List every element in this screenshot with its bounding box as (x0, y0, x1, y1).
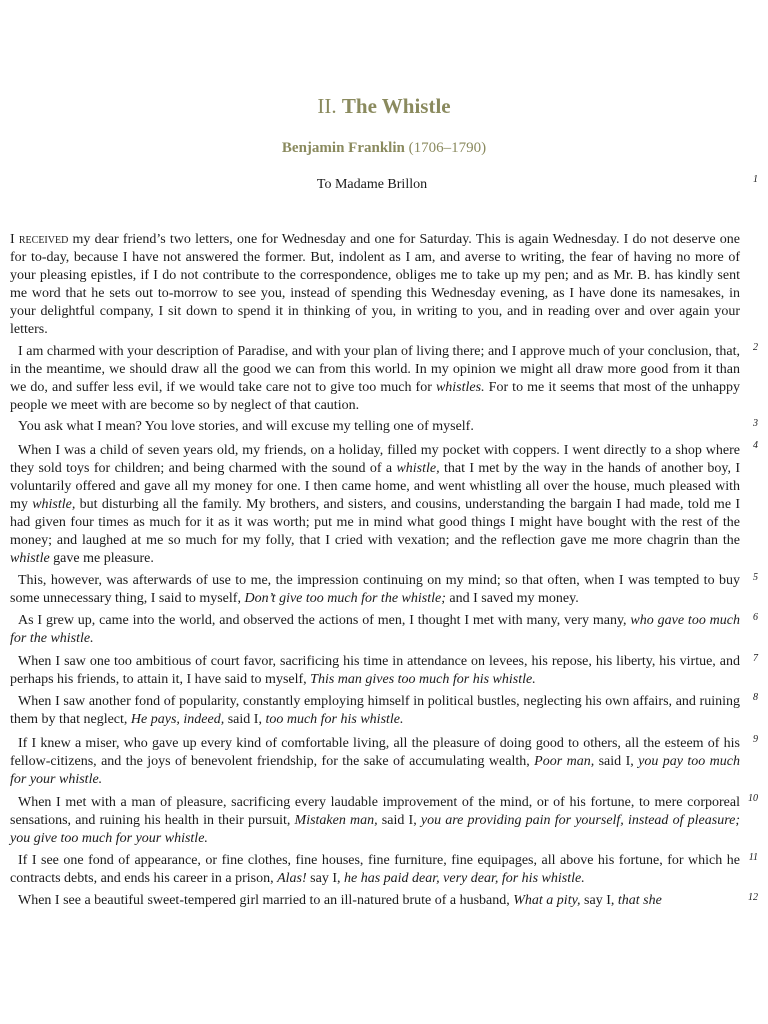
text-run: said I, (377, 813, 421, 828)
author-line (0, 140, 768, 157)
author-years: (1706–1790) (408, 140, 487, 156)
text-run: As I grew up, came into the world, and observed the actions of men, I thought I met with many, very many, (18, 613, 631, 628)
paragraph (10, 693, 740, 729)
text-run: You ask what I mean? You love stories, and will excuse my telling one of myself. (18, 419, 474, 434)
paragraph-number: 5 (753, 572, 758, 583)
paragraph (10, 231, 740, 339)
paragraph-number: 10 (748, 793, 758, 804)
paragraph-number: 2 (753, 342, 758, 353)
title-name: The Whistle (341, 94, 451, 118)
paragraph-number: 12 (748, 892, 758, 903)
italic-text: too much for his whistle. (265, 712, 404, 727)
italic-text: whistle, (32, 497, 76, 512)
paragraph (10, 735, 740, 789)
text-run: said I, (224, 712, 266, 727)
text-run: I am charmed with your description of Paradise, and with your plan of living there; and I approve much of your conclusion, that, in the meantime, we should draw all the good we can from this world. In my opinion we might all draw more good from it than we do, and suffer less evil, if we would take care not to give too much for (10, 344, 740, 395)
text-run: When I met with a man of pleasure, sacrificing every laudable improvement of the mind, or of his fortune, to mere corporeal sensations, and ruining his health in their pursuit, (10, 795, 740, 828)
text-run: but disturbing all the family. My brothers, and sisters, and cousins, understanding the bargain I had made, told me I had given four times as much for it as it was worth; put me in mind what good things I might have bought with the rest of the money; and laughed at me so much for my folly, that I cried with vexation; and the reflection gave me more chagrin than the (10, 497, 741, 548)
italic-text: This man gives too much for his whistle. (310, 672, 536, 687)
text-run: When I saw another fond of popularity, constantly employing himself in political bustles, neglecting his own affairs, and ruining them by that neglect, (10, 694, 740, 727)
title-number: II. (317, 94, 337, 118)
paragraph (10, 892, 740, 910)
italic-text: Don’t give too much for the whistle; (244, 591, 446, 606)
paragraph-number: 6 (753, 612, 758, 623)
text-run: When I see a beautiful sweet-tempered girl married to an ill-natured brute of a husband, (18, 893, 514, 908)
text-run: When I was a child of seven years old, my friends, on a holiday, filled my pocket with coppers. I went directly to a shop where they sold toys for children; and being charmed with the sound of a (10, 443, 740, 476)
italic-text: whistle (10, 551, 50, 566)
italic-text: whistles. (435, 380, 485, 395)
paragraph (10, 418, 740, 436)
dedication: To Madame Brillon (316, 177, 428, 192)
italic-text: that she (617, 893, 662, 908)
text-run: For to me it seems that most of the unhappy people we meet with are become so by neglect of that caution. (10, 380, 740, 413)
text-run: When I saw one too ambitious of court favor, sacrificing his time in attendance on levees, his repose, his liberty, his virtue, and perhaps his friends, to attain it, I have said to myself, (10, 654, 740, 687)
italic-text: who gave too much for the whistle. (10, 613, 741, 646)
paragraph (10, 653, 740, 689)
text-run: and I saved my money. (445, 591, 579, 606)
italic-text: whistle, (396, 461, 440, 476)
page-title (0, 94, 768, 119)
text-run: said I, (594, 754, 639, 769)
text-run: This, however, was afterwards of use to me, the impression continuing on my mind; so that often, when I was tempted to buy some unnecessary thing, I said to myself, (10, 573, 740, 606)
italic-text: Alas! (277, 871, 307, 886)
italic-text: Poor man, (534, 754, 595, 769)
text-run: my dear friend’s two letters, one for Wednesday and one for Saturday. This is again Wednesday. I do not deserve one for to-day, because I have not answered the former. But, indolent as I am, and averse to writing, the fear of having no more of your pleasing epistles, if I do not contribute to the correspondence, obliges me to take up my pen; and as Mr. B. has kindly sent me word that he sets out to-morrow to see you, instead of spending this Wednesday evening, as I have done its namesakes, in your delightful company, I sit down to spend it in thinking of you, in writing to you, and in reading over and over again your letters. (10, 232, 740, 337)
text-run: If I knew a miser, who gave up every kind of comfortable living, all the pleasure of doing good to others, all the esteem of his fellow-citizens, and the joys of benevolent friendship, for the sake of accumulating wealth, (10, 736, 740, 769)
paragraph-number: 8 (753, 692, 758, 703)
paragraph (10, 572, 740, 608)
text-run: say I, (306, 871, 344, 886)
paragraph-number: 11 (748, 852, 758, 863)
paragraph (10, 794, 740, 848)
italic-text: he has paid dear, very dear, for his whistle. (343, 871, 585, 886)
paragraph-number: 7 (753, 653, 758, 664)
italic-text: you pay too much for your whistle. (10, 754, 740, 787)
italic-text: you are providing pain for yourself, instead of pleasure; you give too much for your whistle. (10, 813, 740, 846)
paragraph-number: 1 (753, 174, 758, 185)
paragraph-number: 3 (753, 418, 758, 429)
author-name: Benjamin Franklin (281, 140, 405, 156)
text-run: If I see one fond of appearance, or fine clothes, fine houses, fine furniture, fine equipages, all above his fortune, for which he contracts debts, and ends his career in a prison, (10, 853, 740, 886)
italic-text: Mistaken man, (294, 813, 378, 828)
paragraph (10, 442, 740, 568)
paragraph-number: 9 (753, 734, 758, 745)
paragraph (10, 852, 740, 888)
text-run: gave me pleasure. (49, 551, 154, 566)
paragraph-number: 4 (753, 440, 758, 451)
paragraph (10, 612, 740, 648)
italic-text: What a pity, (513, 893, 581, 908)
drop-smallcaps: I received (10, 232, 69, 247)
italic-text: He pays, indeed, (130, 712, 225, 727)
paragraph (10, 343, 740, 415)
text-run: say I, (580, 893, 618, 908)
text-run: that I met by the way in the hands of another boy, I voluntarily offered and gave all my money for one. I then came home, and went whistling all over the house, much pleased with my (10, 461, 740, 512)
